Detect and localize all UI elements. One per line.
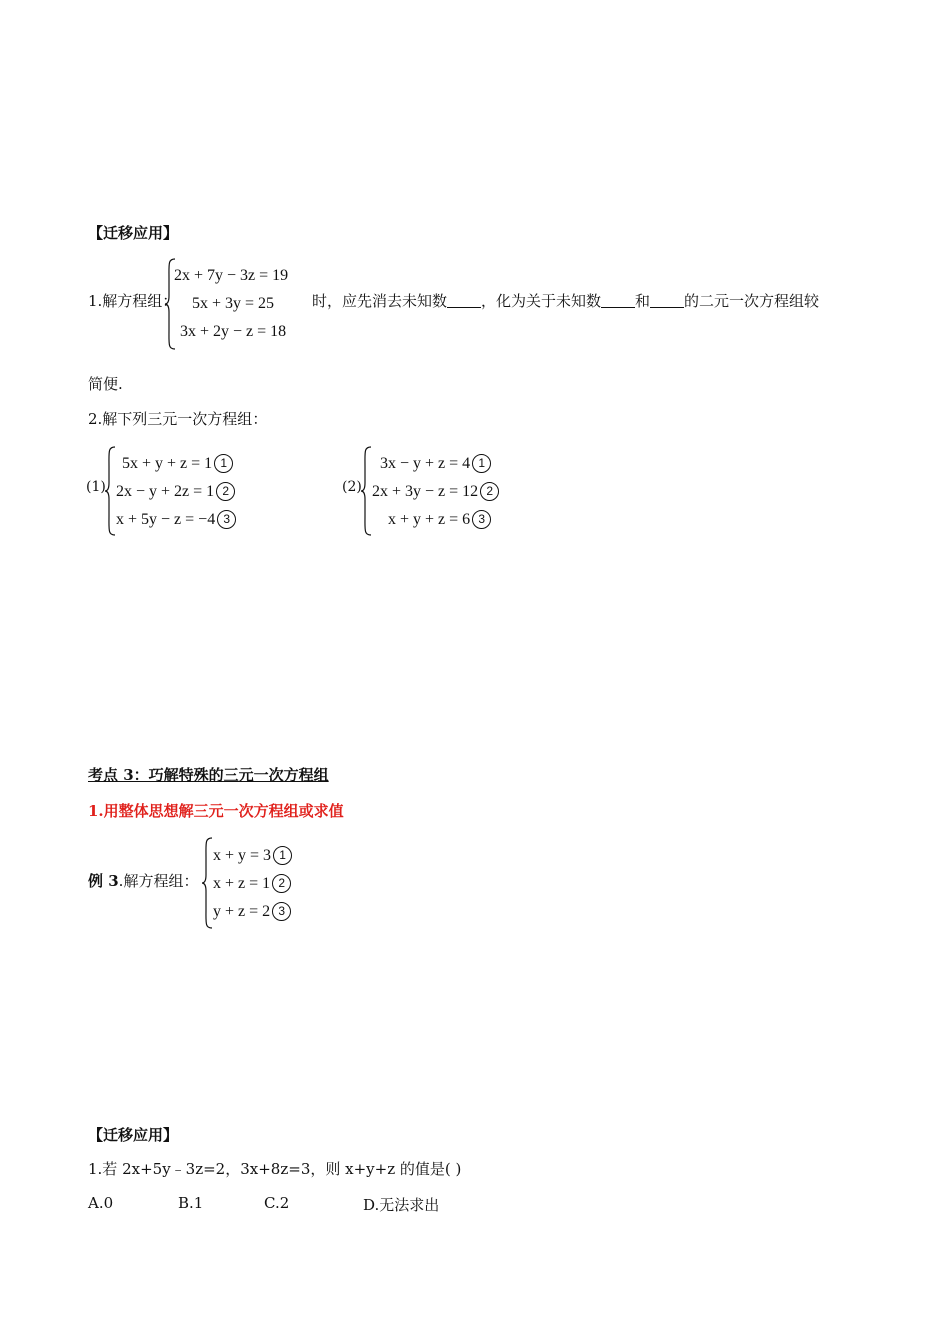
q2-part2-eq-2: 2x + 3y − z = 12 2 bbox=[372, 478, 499, 506]
circled-one-icon: 1 bbox=[472, 454, 491, 473]
example-eq-2: x + z = 1 2 bbox=[213, 870, 292, 898]
circled-three-icon: 3 bbox=[217, 510, 236, 529]
option-d[interactable]: D.无法求出 bbox=[363, 1196, 440, 1214]
q2-prefix: 2.解下列三元一次方程组： bbox=[88, 410, 268, 428]
section-subtitle: 1.用整体思想解三元一次方程组或求值 bbox=[88, 802, 344, 820]
q1-text-c: 和 bbox=[635, 292, 651, 310]
q1-prefix: 1.解方程组： bbox=[88, 292, 178, 310]
q2-part2-eq-3: x + y + z = 6 3 bbox=[372, 506, 499, 534]
q1-equation-1: 2x + 7y − 3z = 19 bbox=[174, 267, 289, 284]
q1-question-text bbox=[312, 290, 819, 311]
q2-part1-eq-2: 2x − y + 2z = 1 2 bbox=[116, 478, 236, 506]
q2-part2-eq-1: 3x − y + z = 4 1 bbox=[372, 450, 499, 478]
example-label: 例 3 bbox=[88, 872, 119, 890]
circled-two-icon: 2 bbox=[480, 482, 499, 501]
q1-text-a: 时，应先消去未知数 bbox=[312, 292, 448, 310]
section-heading-transfer-1: 【迁移应用】 bbox=[88, 224, 179, 242]
answer-blank-3[interactable] bbox=[650, 293, 684, 308]
circled-two-icon: 2 bbox=[216, 482, 235, 501]
q1-equation-system bbox=[174, 262, 288, 346]
circled-two-icon: 2 bbox=[272, 874, 291, 893]
answer-blank-2[interactable] bbox=[601, 293, 635, 308]
left-brace-icon bbox=[360, 446, 372, 536]
example-eq-3: y + z = 2 3 bbox=[213, 898, 292, 926]
example-eq-1: x + y = 3 1 bbox=[213, 842, 292, 870]
circled-one-icon: 1 bbox=[273, 846, 292, 865]
example-3-system bbox=[213, 842, 292, 926]
q1-continuation: 简便. bbox=[88, 375, 123, 393]
s3-question-1: 1.若 2x+5y﹣3z=2，3x+8z=3，则 x+y+z 的值是( ) bbox=[88, 1160, 462, 1178]
q1-equation-3: 3x + 2y − z = 18 bbox=[180, 323, 287, 340]
option-b[interactable]: B.1 bbox=[178, 1194, 204, 1212]
example-3-prompt bbox=[88, 870, 198, 891]
left-brace-icon bbox=[104, 446, 116, 536]
q1-text-d: 的二元一次方程组较 bbox=[684, 292, 820, 310]
example-text: .解方程组： bbox=[118, 872, 199, 890]
section-heading-transfer-2: 【迁移应用】 bbox=[88, 1126, 179, 1144]
q2-part1-eq-3: x + 5y − z = −4 3 bbox=[116, 506, 236, 534]
q1-text-b: ，化为关于未知数 bbox=[481, 292, 602, 310]
option-c[interactable]: C.2 bbox=[264, 1194, 290, 1212]
answer-blank-1[interactable] bbox=[447, 293, 481, 308]
q2-part1-label: (1) bbox=[86, 479, 106, 495]
circled-three-icon: 3 bbox=[272, 902, 291, 921]
left-brace-icon bbox=[201, 837, 213, 929]
circled-one-icon: 1 bbox=[214, 454, 233, 473]
q2-part2-system bbox=[372, 450, 499, 534]
q1-equation-2: 5x + 3y = 25 bbox=[192, 295, 275, 312]
section-title-kaodian-3: 考点 3：巧解特殊的三元一次方程组 bbox=[88, 766, 329, 784]
q2-part1-system bbox=[116, 450, 236, 534]
circled-three-icon: 3 bbox=[472, 510, 491, 529]
q2-part1-eq-1: 5x + y + z = 1 1 bbox=[116, 450, 236, 478]
option-a[interactable]: A.0 bbox=[88, 1194, 114, 1212]
q2-part2-label: (2) bbox=[342, 479, 362, 495]
